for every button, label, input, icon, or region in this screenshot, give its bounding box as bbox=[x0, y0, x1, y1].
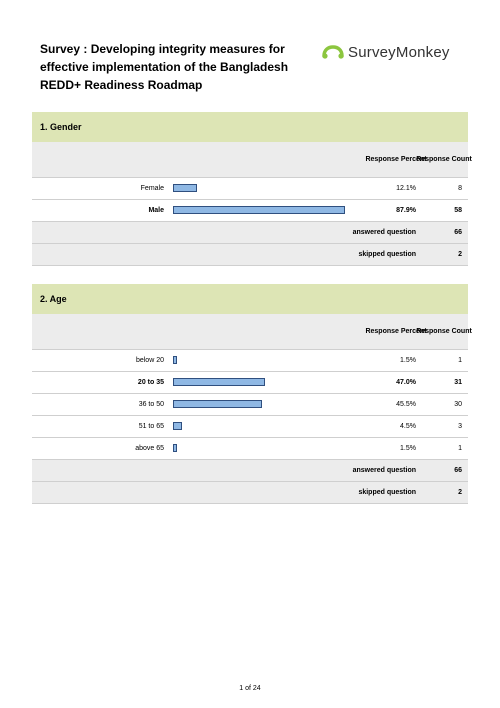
response-percent: 45.5% bbox=[396, 401, 416, 408]
percent-column-header: Response Percent bbox=[365, 328, 427, 335]
response-percent: 4.5% bbox=[400, 423, 416, 430]
answer-label: Female bbox=[140, 185, 164, 192]
response-bar bbox=[173, 356, 177, 364]
response-bar bbox=[173, 400, 262, 408]
table-header-row bbox=[32, 314, 472, 350]
table-header-row bbox=[32, 142, 472, 178]
skipped-row bbox=[32, 244, 468, 266]
response-count: 1 bbox=[458, 357, 462, 364]
percent-column-header: Response Percent bbox=[365, 156, 427, 163]
question-age bbox=[32, 284, 472, 504]
answered-label: answered question bbox=[352, 467, 416, 474]
answered-count: 66 bbox=[454, 467, 462, 474]
response-count: 8 bbox=[458, 185, 462, 192]
table-row bbox=[32, 394, 468, 416]
response-percent: 87.9% bbox=[396, 207, 416, 214]
table-row bbox=[32, 438, 468, 460]
answered-label: answered question bbox=[352, 229, 416, 236]
monkey-logo-icon bbox=[322, 44, 344, 60]
page-number: 1 of 24 bbox=[239, 685, 261, 692]
skipped-label: skipped question bbox=[358, 251, 416, 258]
answer-label: below 20 bbox=[135, 357, 164, 364]
question-title: 1. Gender bbox=[32, 112, 468, 142]
response-count: 1 bbox=[458, 445, 462, 452]
table-row bbox=[32, 416, 468, 438]
response-bar bbox=[173, 378, 265, 386]
question-title: 2. Age bbox=[32, 284, 468, 314]
response-count: 30 bbox=[454, 401, 462, 408]
response-bar bbox=[173, 206, 345, 214]
skipped-count: 2 bbox=[458, 251, 462, 258]
answer-label: Male bbox=[148, 207, 164, 214]
response-percent: 1.5% bbox=[400, 445, 416, 452]
response-percent: 47.0% bbox=[396, 379, 416, 386]
survey-title: Survey : Developing integrity measures for effective implementation of the Bangladesh REDD+ Readiness Roadmap bbox=[40, 42, 289, 92]
response-bar bbox=[173, 422, 182, 430]
answered-row bbox=[32, 460, 468, 482]
skipped-row bbox=[32, 482, 468, 504]
response-count: 3 bbox=[458, 423, 462, 430]
answer-label: 20 to 35 bbox=[137, 379, 164, 386]
answer-label: 51 to 65 bbox=[138, 423, 164, 430]
table-row bbox=[32, 200, 468, 222]
answered-row bbox=[32, 222, 468, 244]
count-column-header: Response Count bbox=[416, 328, 472, 335]
response-bar bbox=[173, 184, 197, 192]
response-count: 31 bbox=[454, 379, 462, 386]
response-percent: 1.5% bbox=[400, 357, 416, 364]
question-gender bbox=[32, 112, 472, 266]
answer-label: 36 to 50 bbox=[138, 401, 164, 408]
surveymonkey-logo bbox=[322, 42, 450, 62]
response-count: 58 bbox=[454, 207, 462, 214]
table-row bbox=[32, 372, 468, 394]
skipped-label: skipped question bbox=[358, 489, 416, 496]
answer-label: above 65 bbox=[135, 445, 164, 452]
count-column-header: Response Count bbox=[416, 156, 472, 163]
answered-count: 66 bbox=[454, 229, 462, 236]
skipped-count: 2 bbox=[458, 489, 462, 496]
table-row bbox=[32, 350, 468, 372]
response-bar bbox=[173, 444, 177, 452]
response-percent: 12.1% bbox=[396, 185, 416, 192]
logo-text: SurveyMonkey bbox=[348, 43, 450, 61]
table-row bbox=[32, 178, 468, 200]
